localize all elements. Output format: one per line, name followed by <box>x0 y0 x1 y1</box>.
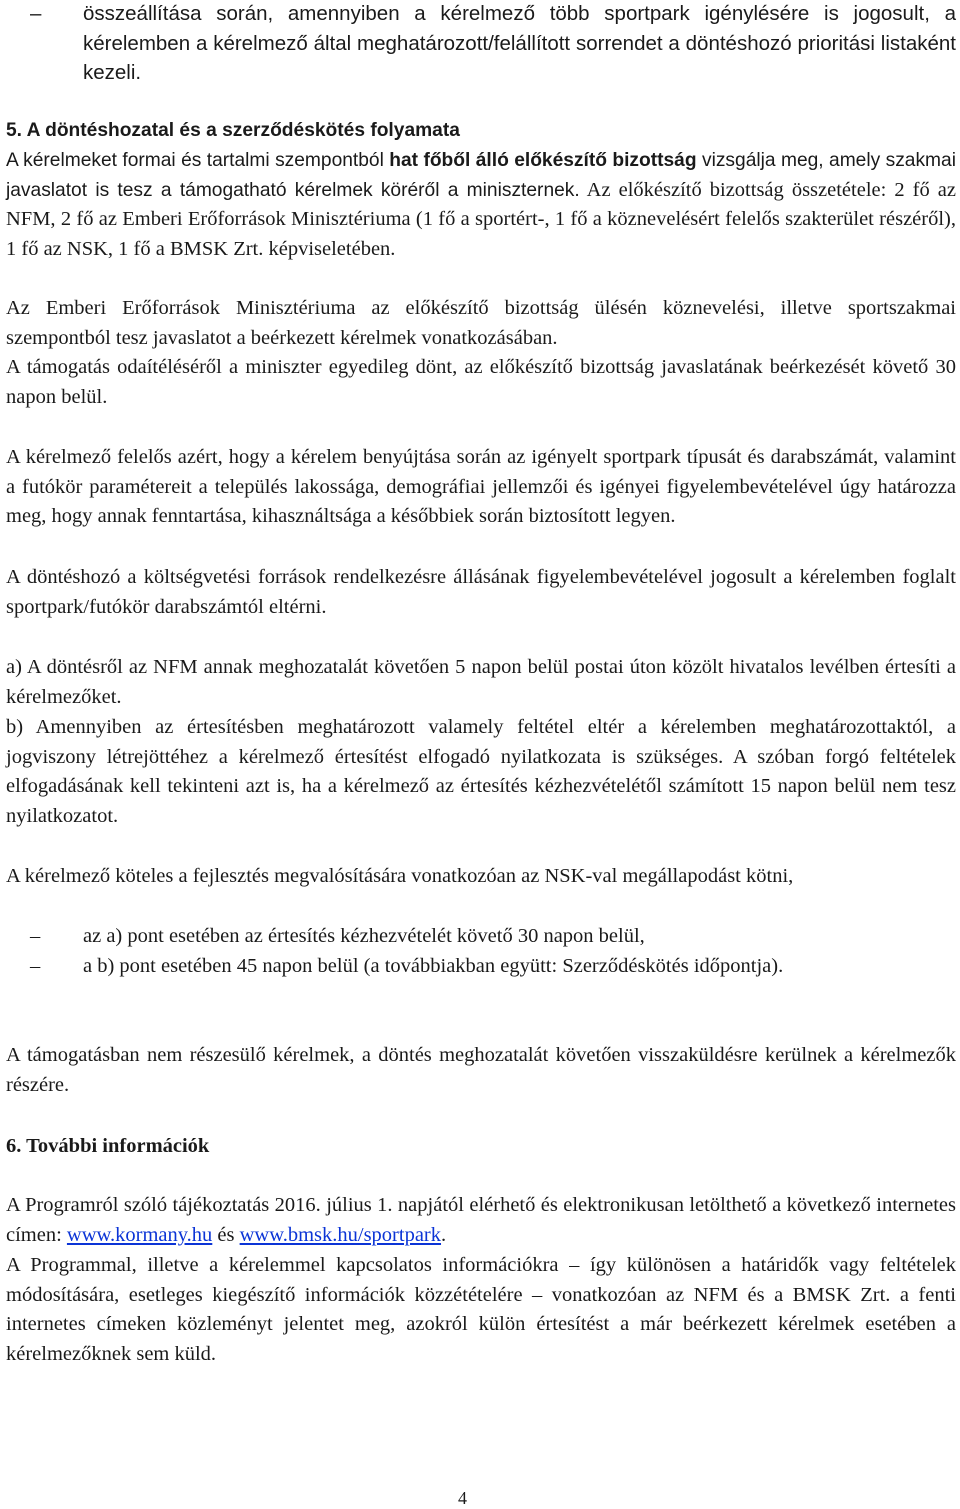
paragraph-rejected: A támogatásban nem részesülő kérelmek, a döntés meghozatalát követően visszaküldésre kerülnek a kérelmezők részére. <box>6 1044 956 1096</box>
s6-p1-end: . <box>441 1223 447 1246</box>
link-kormany[interactable]: www.kormany.hu <box>66 1223 213 1246</box>
top-bullet <box>6 0 956 89</box>
section5-paragraph-3: A támogatás odaítéléséről a miniszter egyedileg dönt, az előkészítő bizottság javaslatának beérkezését követő 30 napon belül. <box>6 356 956 408</box>
section5-paragraph-2: Az Emberi Erőforrások Minisztériuma az előkészítő bizottság ülésén köznevelési, illetve sportszakmai szempontból tesz javaslatot a beérkezett kérelmek vonatkozásában. <box>6 297 956 349</box>
section5-paragraph-1 <box>6 146 956 264</box>
p1-bold: hat főből álló előkészítő bizottság <box>389 150 697 171</box>
list-item <box>6 922 956 952</box>
paragraph-agreement: A kérelmező köteles a fejlesztés megvalósítására vonatkozóan az NSK-val megállapodást kötni, <box>6 865 794 887</box>
p1-pre: A kérelmeket formai és tartalmi szempontból <box>6 150 390 171</box>
bullet-dash: – <box>30 2 42 25</box>
bullet-text: összeállítása során, amennyiben a kérelmező több sportpark igénylésére is jogosult, a kérelemben a kérelmező által meghatározott/felállított sorrendet a döntéshozó prioritási listaként kezeli. <box>83 2 956 85</box>
bullet-text: az a) pont esetében az értesítés kézhezvételét követő 30 napon belül, <box>83 925 645 947</box>
bullet-text: a b) pont esetében 45 napon belül (a továbbiakban együtt: Szerződéskötés időpontja). <box>83 955 784 977</box>
page-number: 4 <box>458 1488 467 1508</box>
list-item <box>6 952 956 1012</box>
bullet-dash: – <box>30 925 41 947</box>
bullet-dash: – <box>30 955 41 977</box>
p1-serif: Az előkészítő bizottság összetétele: 2 fő az NFM, 2 fő az Emberi Erőforrások Minisztériuma (1 fő a sportért-, 1 fő a köznevelésért felelős szakterület részéről), 1 fő az NSK, 1 fő a BMSK Zrt. képviseletében. <box>6 178 956 260</box>
paragraph-applicant-responsibility: A kérelmező felelős azért, hogy a kérelem benyújtása során az igényelt sportpark típusát és darabszámát, valamint a futókör paramétereit a település lakossága, demográfiai jellemzői és igényei figyelembevételével úgy határozza meg, hogy annak fenntartása, kihasználtsága a későbbiek során biztosított legyen. <box>6 446 956 528</box>
section6-paragraph-2: A Programmal, illetve a kérelemmel kapcsolatos információkra – így különösen a határidők vagy feltételek módosítására, esetleges kiegészítő információk közzétételére – vonatkozóan az NFM és a BMSK Zrt. a fenti internetes címeken közleményt jelentet meg, azokról külön értesítést a már beérkezett kérelmek esetében a kérelmezőknek sem küld. <box>6 1254 956 1365</box>
p1-post: vizsgálja meg, amely szakmai javaslatot is tesz a támogatható kérelmek köréről a miniszternek. <box>6 150 956 201</box>
paragraph-decision-maker: A döntéshozó a költségvetési források rendelkezésre állásának figyelembevételével jogosult a kérelemben foglalt sportpark/futókör darabszámtól eltérni. <box>6 566 956 618</box>
link-bmsk-sportpark[interactable]: www.bmsk.hu/sportpark <box>239 1223 442 1246</box>
s6-p1-pre: A Programról szóló tájékoztatás 2016. július 1. napjától elérhető és elektronikusan letölthető a következő internetes címen: <box>6 1194 956 1246</box>
s6-p1-mid: és <box>212 1223 240 1246</box>
paragraph-b: b) Amennyiben az értesítésben meghatározott valamely feltétel eltér a kérelemben meghatározottaktól, a jogviszony létrejöttéhez a kérelmező értesítést elfogadó nyilatkozata is szükséges. A szóban forgó feltételek elfogadásának kell tekinteni azt is, ha a kérelmező az értesítés kézhezvételétől számított 15 napon belül nem tesz nyilatkozatot. <box>6 716 956 827</box>
section-heading-6: 6. További információk <box>6 1135 210 1157</box>
paragraph-a: a) A döntésről az NFM annak meghozatalát követően 5 napon belül postai úton közölt hivatalos levélben értesíti a kérelmezőket. <box>6 656 956 708</box>
section6-paragraph-1 <box>6 1191 956 1250</box>
section-heading-5: 5. A döntéshozatal és a szerződéskötés folyamata <box>6 120 460 141</box>
